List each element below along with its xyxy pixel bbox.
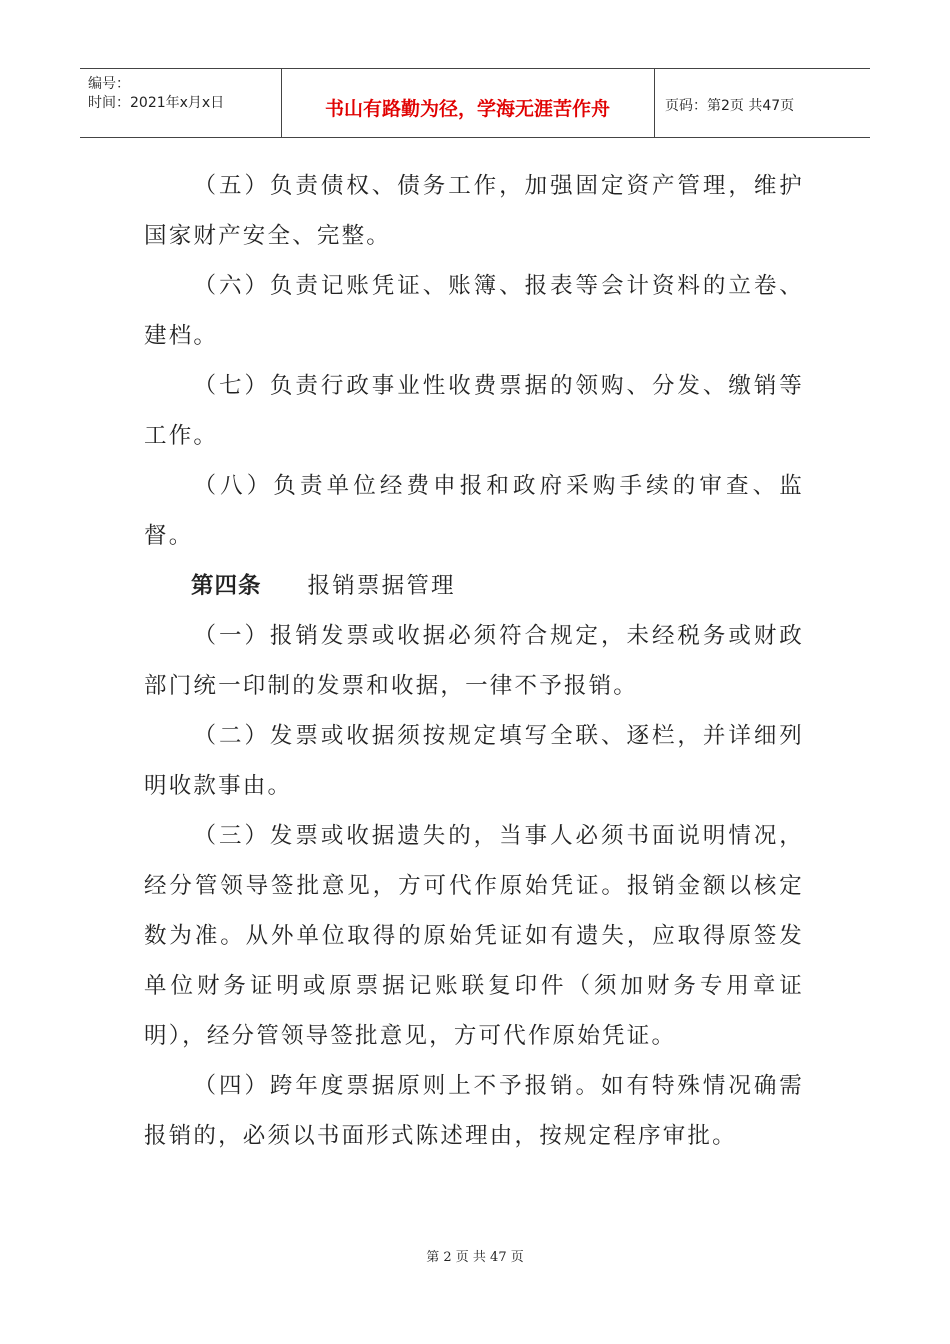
document-date-label: 时间：2021年x月x日 (88, 95, 225, 111)
page-footer (0, 1246, 950, 1265)
rule-paragraph-4: （四）跨年度票据原则上不予报销。如有特殊情况确需报销的，必须以书面形式陈述理由，按规定程序审批。 (144, 1073, 804, 1149)
clause-paragraph-7: （七）负责行政事业性收费票据的领购、分发、缴销等工作。 (144, 373, 804, 449)
header-meta-cell (80, 69, 282, 137)
section-number: 第四条 (191, 573, 262, 599)
clause-paragraph-8: （八）负责单位经费申报和政府采购手续的审查、监督。 (144, 473, 804, 549)
page-header (80, 68, 870, 138)
rule-paragraph-2: （二）发票或收据须按规定填写全联、逐栏，并详细列明收款事由。 (144, 723, 804, 799)
rule-paragraph-3: （三）发票或收据遗失的，当事人必须书面说明情况，经分管领导签批意见，方可代作原始凭证。报销金额以核定数为准。从外单位取得的原始凭证如有遗失，应取得原签发单位财务证明或原票据记账联复印件（须加财务专用章证明），经分管领导签批意见，方可代作原始凭证。 (144, 823, 804, 1049)
footer-page-number: 第 2 页 共 47 页 (426, 1250, 524, 1265)
clause-paragraph-5: （五）负责债权、债务工作，加强固定资产管理，维护国家财产安全、完整。 (144, 173, 804, 249)
section-title: 报销票据管理 (307, 573, 456, 599)
header-page-info: 页码：第2页 共47页 (665, 98, 795, 114)
header-page-cell (655, 69, 870, 137)
clause-paragraph-6: （六）负责记账凭证、账簿、报表等会计资料的立卷、建档。 (144, 273, 804, 349)
document-body (144, 161, 804, 1161)
rule-paragraph-1: （一）报销发票或收据必须符合规定，未经税务或财政部门统一印制的发票和收据，一律不予报销。 (144, 623, 804, 699)
section-heading (144, 561, 804, 611)
document-number-label: 编号： (88, 76, 130, 92)
header-motto-cell (281, 69, 655, 137)
header-motto: 书山有路勤为径，学海无涯苦作舟 (324, 98, 610, 120)
